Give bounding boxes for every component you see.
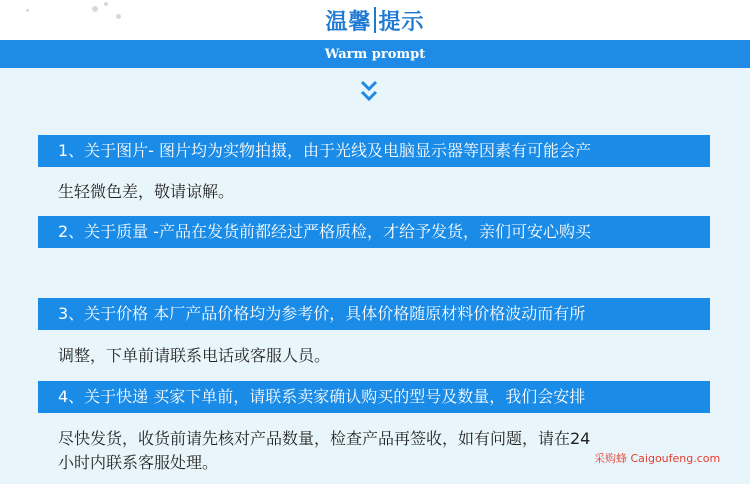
note-4-bar: 4、关于快递 买家下单前，请联系卖家确认购买的型号及数量，我们会安排 [38,381,710,413]
note-2-bar: 2、关于质量 -产品在发货前都经过严格质检，才给予发货，亲们可安心购买 [38,216,710,248]
subtitle-band [0,40,750,68]
notes-panel [0,68,750,484]
header-top [0,0,750,40]
note-3-line-1: 调整，下单前请联系电话或客服人员。 [58,346,331,365]
note-1-bar: 1、关于图片- 图片均为实物拍摄，由于光线及电脑显示器等因素有可能会产 [38,135,710,167]
page-title [0,2,750,38]
title-left: 温馨 [325,9,372,35]
note-4-line-1: 尽快发货，收货前请先核对产品数量，检查产品再签收，如有问题，请在24 [58,429,591,448]
title-divider [374,7,376,33]
note-4-line-2: 小时内联系客服处理。 [58,453,219,472]
title-right: 提示 [378,9,425,35]
subtitle: Warm prompt [324,46,426,62]
watermark: 采购蜂 Caigoufeng.com [594,452,721,465]
note-1-line-1: 生轻微色差，敬请谅解。 [58,182,235,201]
double-chevron-down-icon [359,78,379,104]
note-3-bar: 3、关于价格 本厂产品价格均为参考价，具体价格随原材料价格波动而有所 [38,298,710,330]
